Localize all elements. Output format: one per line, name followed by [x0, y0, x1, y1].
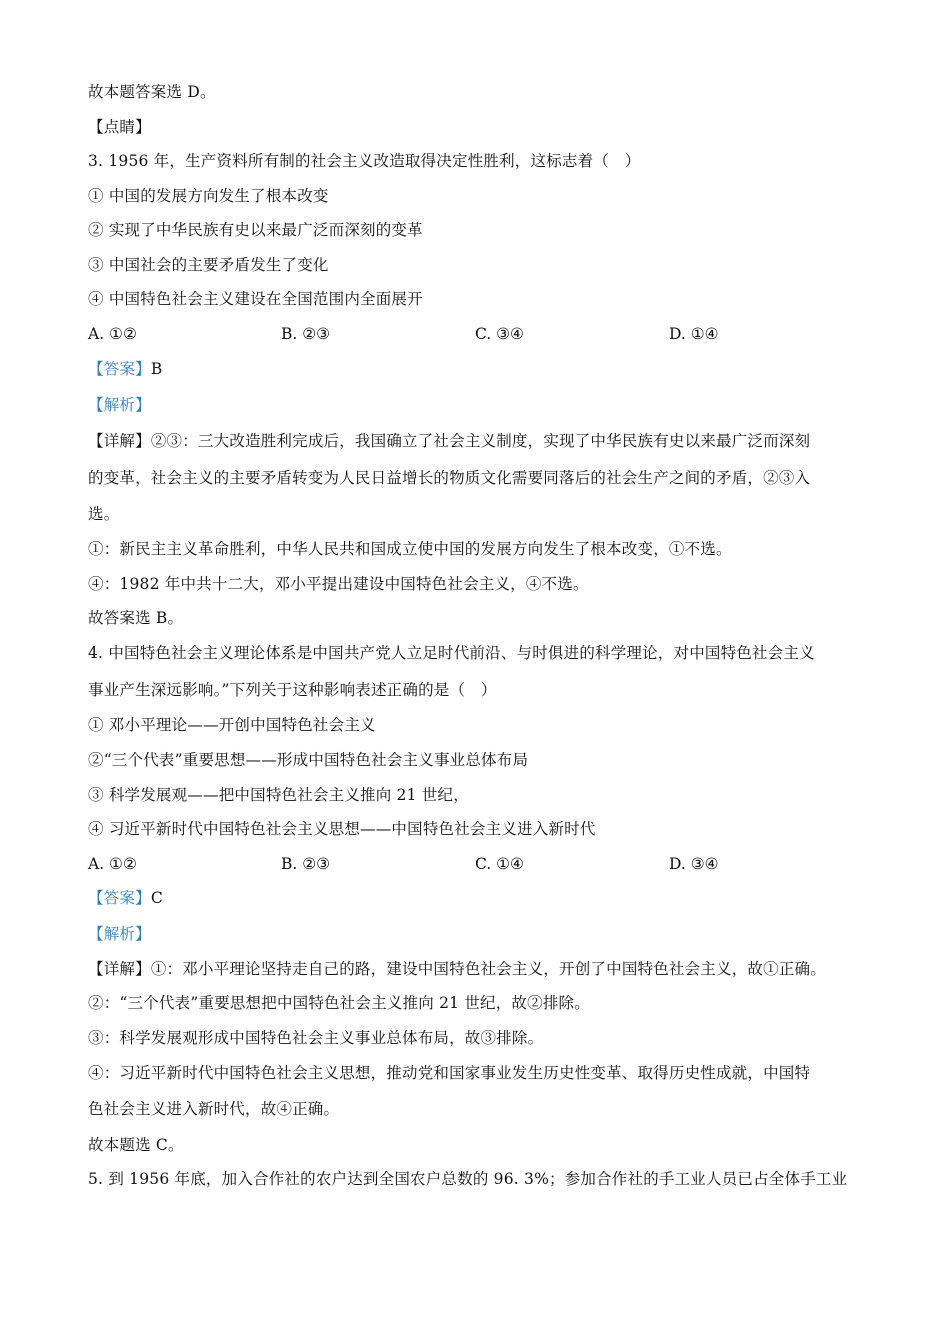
q4-option-a: A. ①②: [88, 855, 137, 873]
q5-stem-line-1: 5. 到 1956 年底，加入合作社的农户达到全国农户总数的 96. 3%；参加合作社的手工业人员已占全体手工业: [88, 1170, 848, 1188]
q4-detail-line-2: ②：“三个代表”重要思想把中国特色社会主义推向 21 世纪，故②排除。: [88, 994, 590, 1012]
q3-stem: 3. 1956 年，生产资料所有制的社会主义改造取得决定性胜利，这标志着（ ）: [88, 152, 641, 170]
q4-detail-line-4: ④：习近平新时代中国特色社会主义思想，推动党和国家事业发生历史性变革、取得历史性成就，中国特: [88, 1064, 811, 1082]
q4-item-1: ① 邓小平理论——开创中国特色社会主义: [88, 716, 376, 734]
q4-item-3: ③ 科学发展观——把中国特色社会主义推向 21 世纪，: [88, 786, 469, 804]
review-tag: 【点睛】: [88, 118, 151, 136]
q4-analysis-tag: 【解析】: [88, 925, 151, 943]
q3-detail-line-1: [88, 431, 810, 451]
q3-detail-text-1: ②③：三大改造胜利完成后，我国确立了社会主义制度，实现了中华民族有史以来最广泛而深刻: [150, 432, 811, 450]
q4-answer-value: C: [150, 889, 163, 907]
q4-item-2: ②“三个代表”重要思想——形成中国特色社会主义事业总体布局: [88, 751, 529, 769]
q3-option-b: B. ②③: [281, 325, 331, 343]
q4-option-d: D. ③④: [669, 855, 719, 873]
q3-option-a: A. ①②: [88, 325, 137, 343]
q4-answer: [88, 888, 163, 908]
q3-detail-line-4: ①：新民主主义革命胜利，中华人民共和国成立使中国的发展方向发生了根本改变，①不选。: [88, 540, 732, 558]
q3-item-3: ③ 中国社会的主要矛盾发生了变化: [88, 256, 329, 274]
q4-detail-text-1: ①：邓小平理论坚持走自己的路，建设中国特色社会主义，开创了中国特色社会主义，故①正确。: [150, 960, 826, 978]
q4-detail-line-3: ③：科学发展观形成中国特色社会主义事业总体布局，故③排除。: [88, 1029, 544, 1047]
q4-stem-line-2: 事业产生深远影响。”下列关于这种影响表述正确的是（ ）: [88, 681, 497, 699]
q4-detail-line-1: [88, 959, 826, 979]
q3-item-4: ④ 中国特色社会主义建设在全国范围内全面展开: [88, 290, 423, 308]
q3-answer: [88, 359, 162, 379]
q4-option-c: C. ①④: [475, 855, 524, 873]
q4-detail-tag: 【详解】: [88, 960, 151, 978]
q3-answer-tag: 【答案】: [88, 360, 151, 378]
q3-answer-value: B: [150, 360, 163, 378]
q3-analysis-tag: 【解析】: [88, 396, 151, 414]
q4-detail-line-5: 色社会主义进入新时代，故④正确。: [88, 1100, 340, 1118]
q3-option-d: D. ①④: [669, 325, 719, 343]
q3-item-1: ① 中国的发展方向发生了根本改变: [88, 187, 329, 205]
q3-item-2: ② 实现了中华民族有史以来最广泛而深刻的变革: [88, 221, 423, 239]
q3-detail-tag: 【详解】: [88, 432, 151, 450]
q4-stem-line-1: 4. 中国特色社会主义理论体系是中国共产党人立足时代前沿、与时俱进的科学理论，对中国特色社会主义: [88, 644, 815, 662]
q4-option-b: B. ②③: [281, 855, 331, 873]
prev-conclusion: 故本题答案选 D。: [88, 83, 216, 101]
q4-answer-tag: 【答案】: [88, 889, 151, 907]
q4-item-4: ④ 习近平新时代中国特色社会主义思想——中国特色社会主义进入新时代: [88, 820, 596, 838]
q3-option-c: C. ③④: [475, 325, 524, 343]
q3-conclusion: 故答案选 B。: [88, 609, 184, 627]
q3-detail-line-5: ④：1982 年中共十二大，邓小平提出建设中国特色社会主义，④不选。: [88, 575, 589, 593]
q3-detail-line-2: 的变革，社会主义的主要矛盾转变为人民日益增长的物质文化需要同落后的社会生产之间的矛盾，②③入: [88, 469, 811, 487]
q4-conclusion: 故本题选 C。: [88, 1136, 184, 1154]
q3-detail-line-3: 选。: [88, 505, 120, 523]
